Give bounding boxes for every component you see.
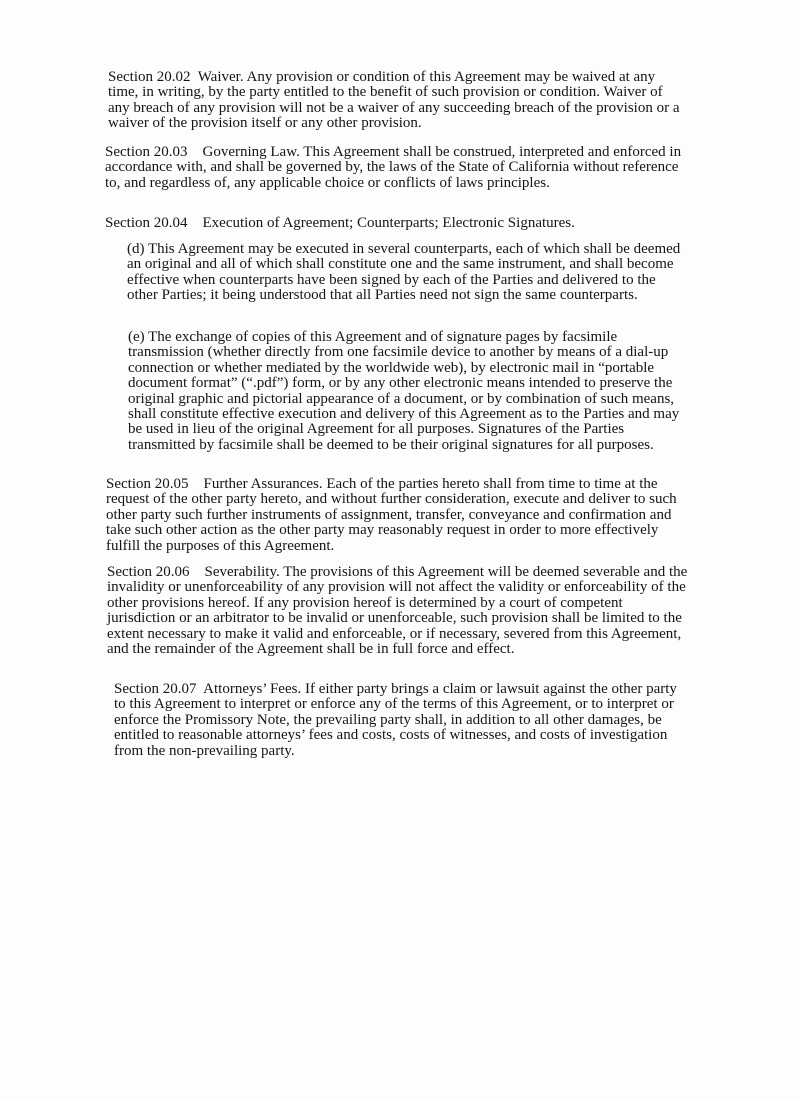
section-heading: Section 20.02 Waiver.: [108, 69, 244, 85]
section-heading: Section 20.06 Severability.: [107, 564, 280, 580]
section-20-05-further-assurances: [106, 477, 686, 554]
section-body: Any provision or condition of this Agreement may be waived at any time, in writing, by the party entitled to the benefit of such provision or condition. Waiver of any breach of any provision will not be a waiver of any succeeding breach of the provision or a waiver of the provision itself or any other provision.: [108, 69, 680, 132]
section-heading: Section 20.05 Further Assurances.: [106, 476, 323, 492]
subsection-label: (e): [128, 329, 145, 345]
section-body: The provisions of this Agreement will be deemed severable and the invalidity or unenforceability of any provision will not affect the validity or enforceability of the other provisions hereof. If any provision hereof is determined by a court of competent jurisdiction or an arbitrator to be invalid or unenforceable, such provision shall be limited to the extent necessary to make it valid and enforceable, or if necessary, severed from this Agreement, and the remainder of the Agreement shall be in full force and effect.: [107, 564, 688, 658]
section-heading: Section 20.07 Attorneys’ Fees.: [114, 681, 302, 697]
section-heading: Section 20.03 Governing Law.: [105, 144, 300, 160]
section-20-02-waiver: [108, 70, 683, 132]
section-body: This Agreement shall be construed, interpreted and enforced in accordance with, and shall be governed by, the laws of the State of California without reference to, and regardless of, any applicable choice or conflicts of laws principles.: [105, 144, 682, 191]
subsection-label: (d): [127, 241, 145, 257]
subsection-d-counterparts: [127, 242, 689, 304]
subsection-e-electronic-signatures: [128, 330, 690, 453]
section-20-07-attorneys-fees: [114, 682, 689, 759]
subsection-body: The exchange of copies of this Agreement and of signature pages by facsimile transmission (whether directly from one facsimile device to another by means of a dial-up connection or whether mediated by the worldwide web), by electronic mail in “portable document format” (“.pdf”) form, or by any other electronic means intended to preserve the original graphic and pictorial appearance of a document, or by combination of such means, shall constitute effective execution and delivery of this Agreement as to the Parties and may be used in lieu of the original Agreement for all purposes. Signatures of the Parties transmitted by facsimile shall be deemed to be their original signatures for all purposes.: [128, 329, 680, 453]
section-body: If either party brings a claim or lawsuit against the other party to this Agreement to interpret or enforce any of the terms of this Agreement, or to interpret or enforce the Promissory Note, the prevailing party shall, in addition to all other damages, be entitled to reasonable attorneys’ fees and costs, costs of witnesses, and costs of investigation from the non-prevailing party.: [114, 681, 677, 759]
subsection-body: This Agreement may be executed in several counterparts, each of which shall be deemed an original and all of which shall constitute one and the same instrument, and shall become effective when counterparts have been signed by each of the Parties and delivered to the other Parties; it being understood that all Parties need not sign the same counterparts.: [127, 241, 681, 304]
section-20-04-execution: [105, 216, 685, 231]
section-heading: Section 20.04 Execution of Agreement; Counterparts; Electronic Signatures.: [105, 215, 575, 231]
section-20-06-severability: [107, 565, 689, 657]
section-20-03-governing-law: [105, 145, 685, 191]
section-body: Each of the parties hereto shall from time to time at the request of the other party hereto, and without further consideration, execute and deliver to such other party such further instruments of assignment, transfer, conveyance and confirmation and take such other action as the other party may reasonably request in order to more effectively fulfill the purposes of this Agreement.: [106, 476, 677, 554]
